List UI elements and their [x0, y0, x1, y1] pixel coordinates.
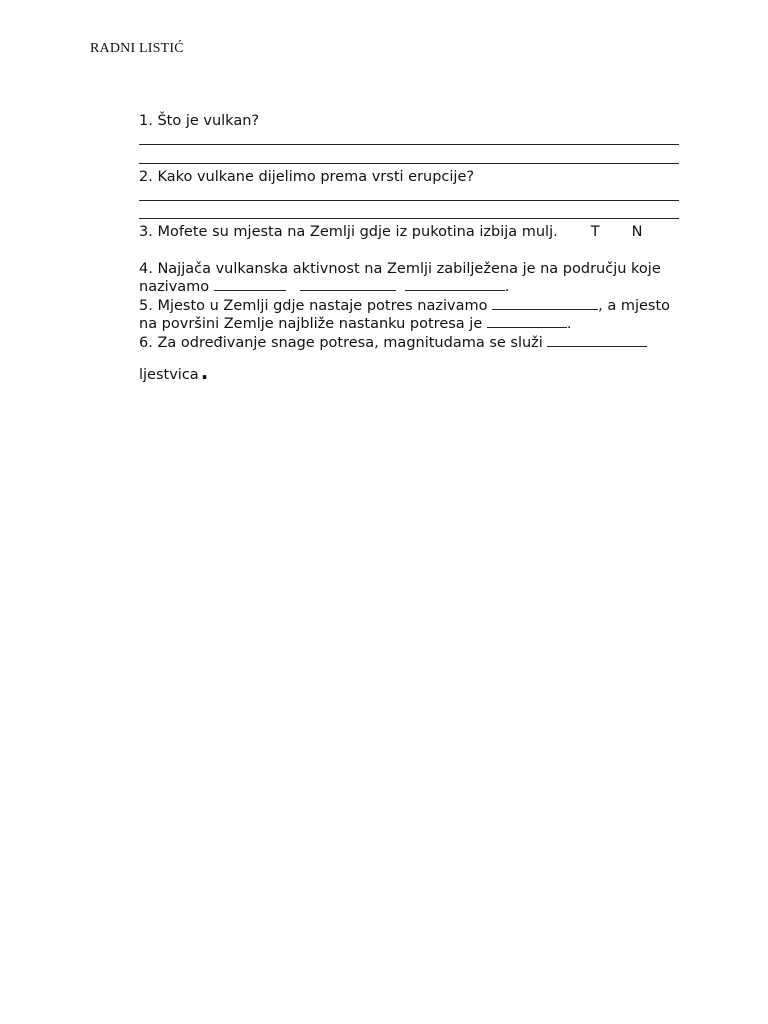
questions-block [139, 112, 679, 385]
answer-blank-4a[interactable] [214, 278, 286, 291]
question-1: 1. Što je vulkan? [139, 113, 260, 129]
question-5-end: . [566, 316, 572, 332]
answer-blank-4b[interactable] [300, 278, 396, 291]
question-6-dot: . [200, 360, 209, 384]
answer-line-1b[interactable] [139, 149, 679, 168]
question-4-prefix: nazivamo [139, 279, 210, 295]
question-5-line-1 [139, 297, 679, 316]
false-option[interactable]: N [631, 224, 643, 240]
question-4-line-2 [139, 278, 679, 297]
question-2: 2. Kako vulkane dijelimo prema vrsti erupcije? [139, 168, 475, 185]
true-option[interactable]: T [590, 224, 600, 240]
question-5-line-2 [139, 315, 679, 334]
spacer [139, 242, 679, 260]
worksheet-title: RADNI LISTIĆ [90, 41, 184, 56]
question-5-prefix: 5. Mjesto u Zemlji gdje nastaje potres nazivamo [139, 297, 488, 314]
question-4-end: . [504, 279, 510, 295]
answer-blank-5b[interactable] [487, 315, 567, 328]
answer-blank-5a[interactable] [492, 297, 598, 310]
question-5-line-2-prefix: na površini Zemlje najbliže nastanku potresa je [139, 316, 483, 332]
answer-line-2a[interactable] [139, 186, 679, 205]
answer-blank-4c[interactable] [405, 278, 505, 291]
question-6-prefix: 6. Za određivanje snage potresa, magnitudama se služi [139, 334, 543, 351]
question-3: 3. Mofete su mjesta na Zemlji gdje iz pukotina izbija mulj. [139, 224, 558, 240]
question-4-line-1: 4. Najjača vulkanska aktivnost na Zemlji zabilježena je na području koje [139, 260, 661, 277]
question-6-scale: ljestvica [139, 367, 199, 383]
answer-blank-6[interactable] [547, 334, 647, 347]
answer-line-2b[interactable] [139, 205, 679, 224]
question-6-line-2 [139, 360, 679, 385]
question-5-suffix: , a mjesto [598, 297, 671, 314]
answer-line-1a[interactable] [139, 131, 679, 150]
question-3-row [139, 223, 679, 242]
question-6-row [139, 334, 679, 353]
